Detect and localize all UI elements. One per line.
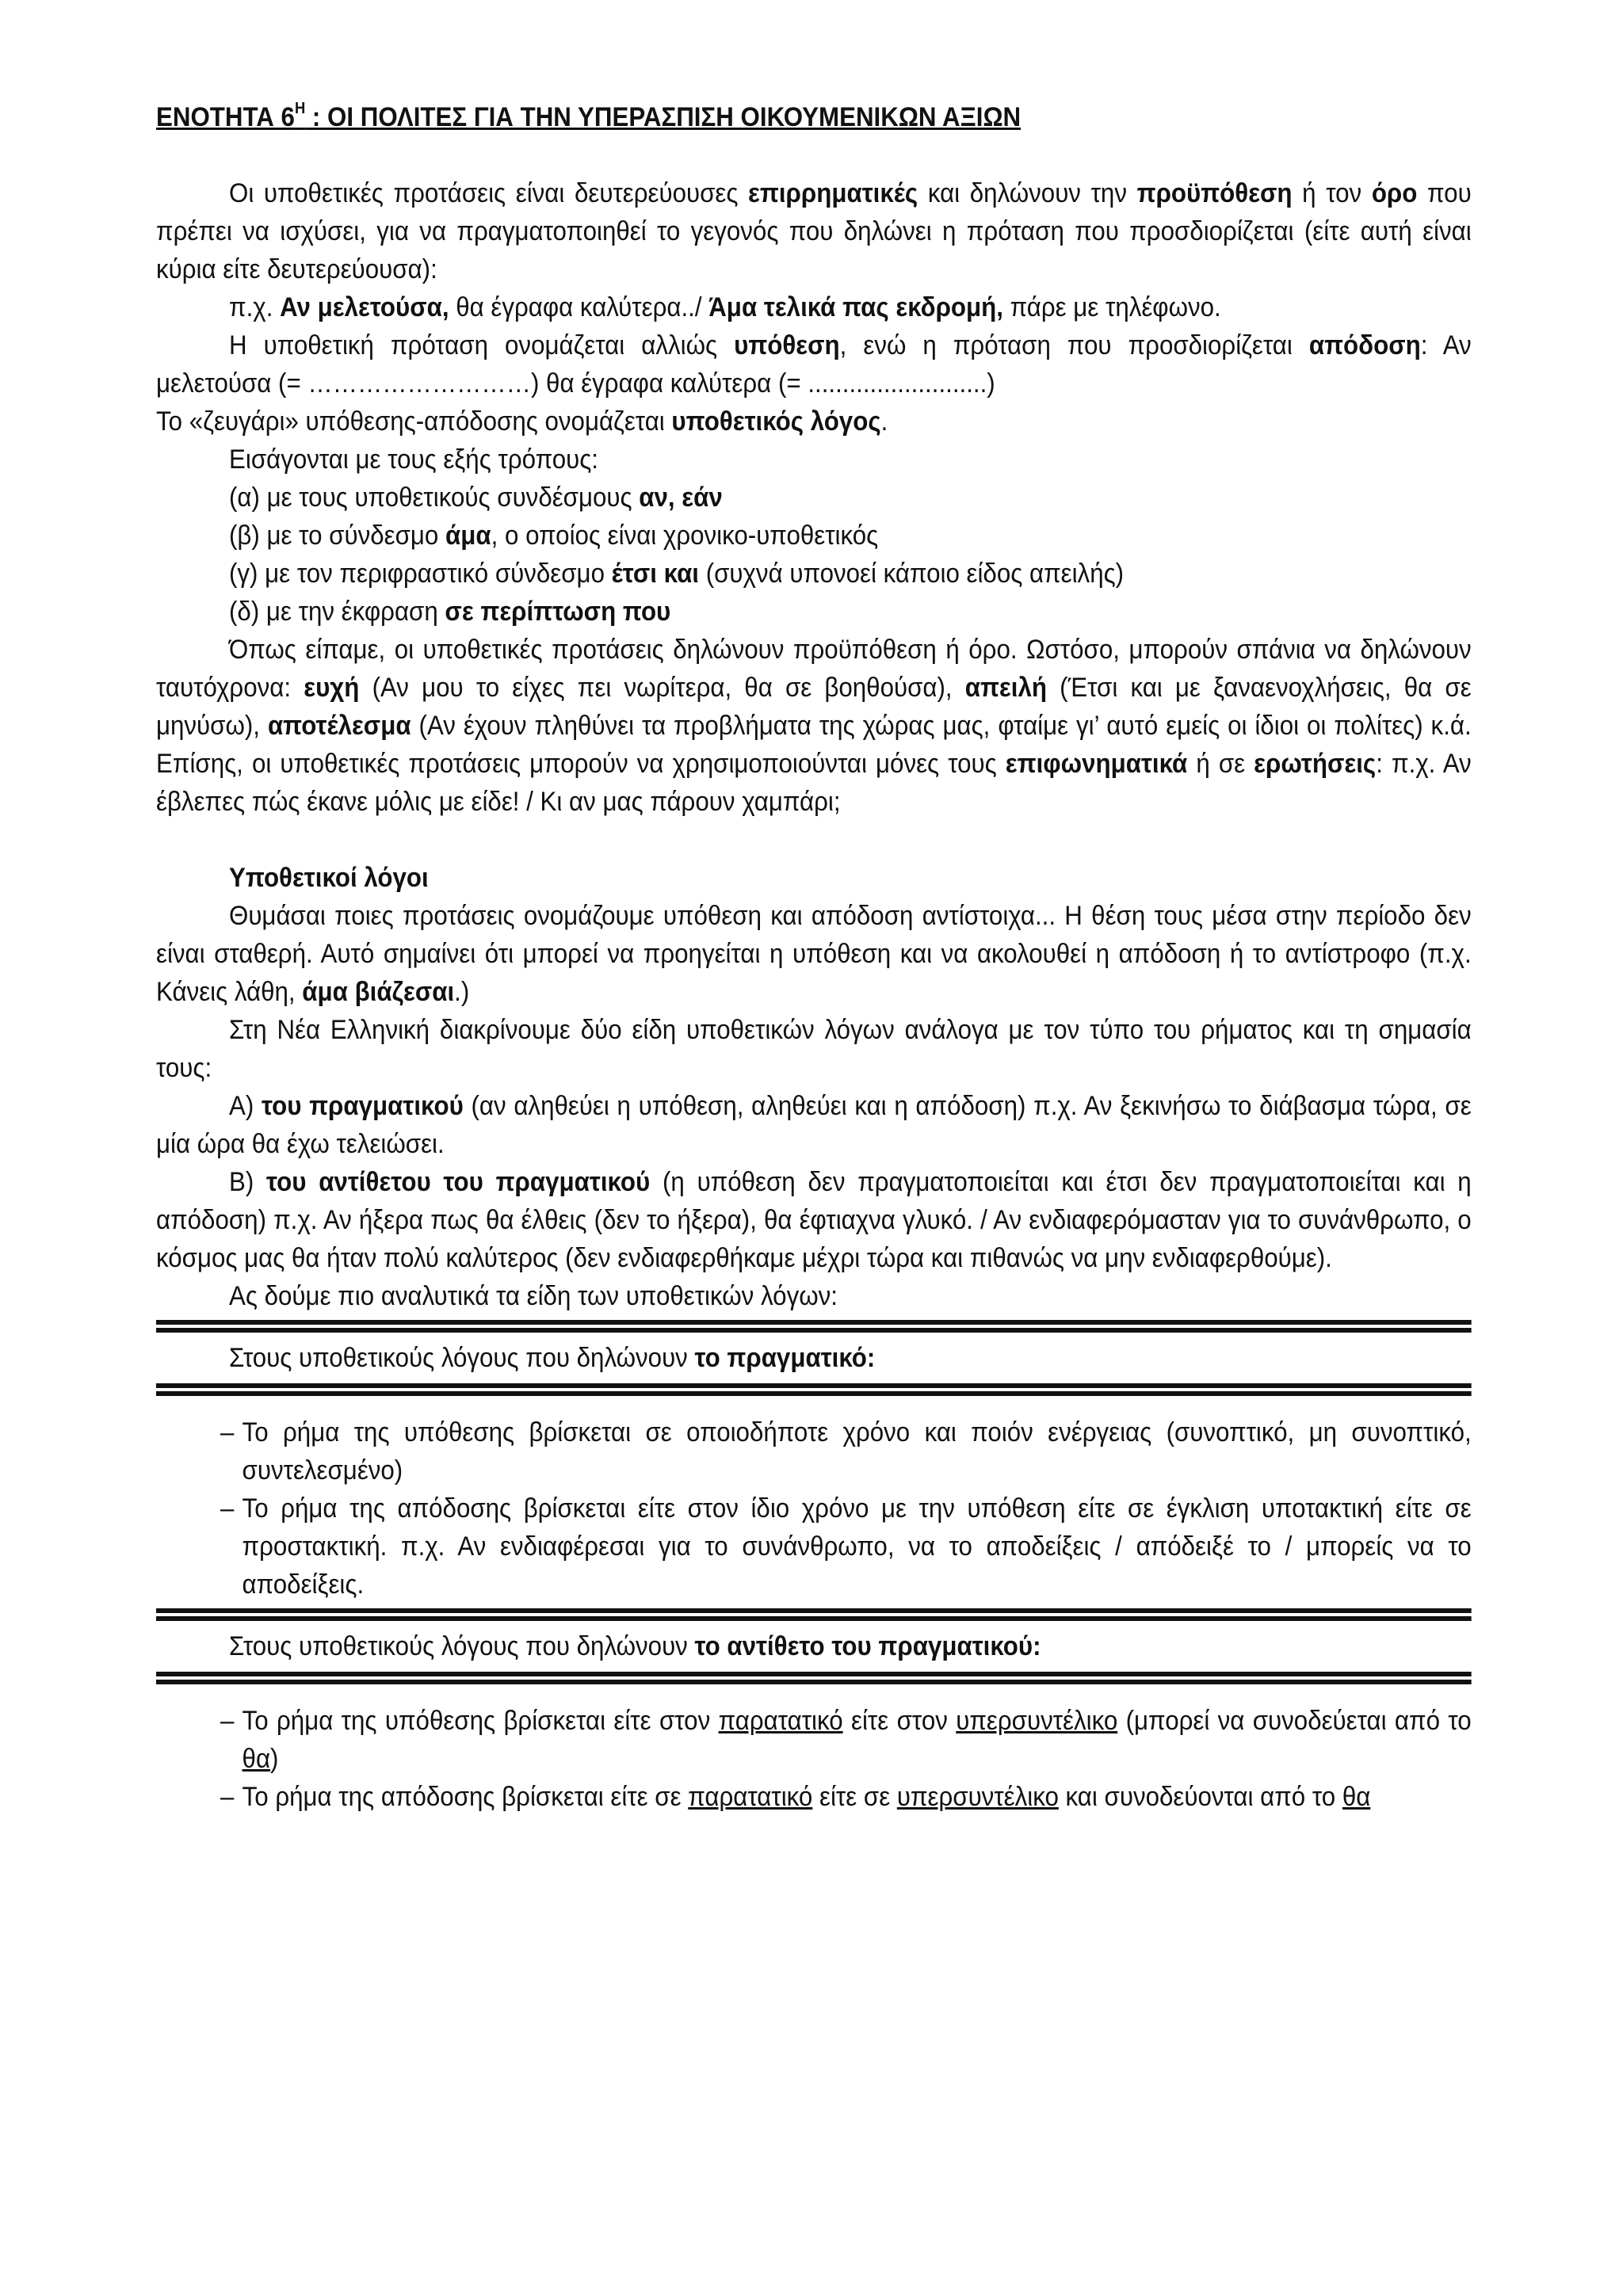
title-text-rest: : ΟΙ ΠΟΛΙΤΕΣ ΓΙΑ ΤΗΝ ΥΠΕΡΑΣΠΙΣΗ ΟΙΚΟΥΜΕΝΙΚΩΝ ΑΞΙΩΝ [305,102,1022,132]
section-paragraph-counterfactual: Β) του αντίθετου του πραγματικού (η υπόθεση δεν πραγματοποιείται και έτσι δεν πραγματοποιείται και η απόδοση) π.χ. Αν ήξερα πως θα έλθεις (δεν το ήξερα), θα έφτιαχνα γλυκό. / Αν ενδιαφερόμασταν για το συνάνθρωπο, ο κόσμος μας θα ήταν πολύ καλύτερος (δεν ενδιαφερθήκαμε μέχρι τώρα και πιθανώς να μην ενδιαφερθούμε). [156,1167,1472,1273]
way-item: (γ) με τον περιφραστικό σύνδεσμο έτσι και (συχνά υπονοεί κάποιο είδος απειλής) [229,559,1125,589]
intro-paragraph-meanings: Όπως είπαμε, οι υποθετικές προτάσεις δηλώνουν προϋπόθεση ή όρο. Ωστόσο, μπορούν σπάνια να δηλώνουν ταυτόχρονα: ευχή (Αν μου το είχες πει νωρίτερα, θα σε βοηθούσα), απειλή (Έτσι και με ξαναενοχλήσεις, θα σε μηνύσω), αποτέλεσμα (Αν έχουν πληθύνει τα προβλήματα της χώρας μας, φταίμε γι’ αυτό εμείς οι ίδιοι οι πολίτες) κ.ά. Επίσης, οι υποθετικές προτάσεις μπορούν να χρησιμοποιούνται μόνες τους επιφωνηματικά ή σε ερωτήσεις: π.χ. Αν έβλεπες πώς έκανε μόλις με είδε! / Κι αν μας πάρουν χαμπάρι; [156,635,1472,817]
intro-paragraph-definition: Οι υποθετικές προτάσεις είναι δευτερεύουσες επιρρηματικές και δηλώνουν την προϋπόθεση ή τον όρο που πρέπει να ισχύσει, για να πραγματοποιηθεί το γεγονός που δηλώνει η πρόταση που προσδιορίζεται (είτε αυτή είναι κύρια είτε δευτερεύουσα): [156,178,1472,284]
way-item: (δ) με την έκφραση σε περίπτωση που [229,597,671,627]
list-item: – Το ρήμα της υπόθεσης βρίσκεται είτε στον παρατατικό είτε στον υπερσυντέλικο (μπορεί να συνοδεύεται από το θα) [242,1702,1472,1778]
intro-example: π.χ. Αν μελετούσα, θα έγραφα καλύτερα../ Άμα τελικά πας εκδρομή, πάρε με τηλέφωνο. [229,292,1221,322]
list-item: – Το ρήμα της απόδοσης βρίσκεται είτε στον ίδιο χρόνο με την υπόθεση είτε σε έγκλιση υποτακτική είτε σε προστακτική. π.χ. Αν ενδιαφέρεσαι για το συνάνθρωπο, να το αποδείξεις / απόδειξέ το / μπορείς να το αποδείξεις. [242,1489,1472,1604]
box-real-list [156,1413,1472,1604]
intro-ways-heading: Εισάγονται με τους εξής τρόπους: [229,444,598,475]
way-item: (β) με το σύνδεσμο άμα, ο οποίος είναι χρονικο-υποθετικός [229,521,879,551]
intro-paragraph-pair: Το «ζευγάρι» υπόθεσης-απόδοσης ονομάζεται υποθετικός λόγος. [156,406,888,437]
box-real-label: Στους υποθετικούς λόγους που δηλώνουν το πραγματικό: [229,1343,876,1373]
double-rule [156,1320,1472,1333]
section-paragraph-real: Α) του πραγματικού (αν αληθεύει η υπόθεση, αληθεύει και η απόδοση) π.χ. Αν ξεκινήσω το διάβασμα τώρα, σε μία ώρα θα έχω τελειώσει. [156,1091,1472,1159]
box-counterfactual-list [156,1702,1472,1816]
section-heading: Υποθετικοί λόγοι [229,863,429,893]
title-superscript: Η [294,99,306,117]
section-paragraph-position: Θυμάσαι ποιες προτάσεις ονομάζουμε υπόθεση και απόδοση αντίστοιχα... Η θέση τους μέσα στην περίοδο δεν είναι σταθερή. Αυτό σημαίνει ότι μπορεί να προηγείται η υπόθεση και να ακολουθεί η απόδοση ή το αντίστροφο (π.χ. Κάνεις λάθη, άμα βιάζεσαι.) [156,901,1472,1007]
document-content [156,98,1472,1816]
double-rule [156,1608,1472,1621]
section-paragraph-types: Στη Νέα Ελληνική διακρίνουμε δύο είδη υποθετικών λόγων ανάλογα με τον τύπο του ρήματος και τη σημασία τους: [156,1015,1472,1083]
section-paragraph-lead: Ας δούμε πιο αναλυτικά τα είδη των υποθετικών λόγων: [229,1281,838,1311]
page-title [156,98,1472,136]
title-text: ΕΝΟΤΗΤΑ 6 [156,102,295,132]
double-rule [156,1672,1472,1684]
double-rule [156,1383,1472,1396]
list-item: – Το ρήμα της απόδοσης βρίσκεται είτε σε παρατατικό είτε σε υπερσυντέλικο και συνοδεύονται από το θα [242,1778,1472,1816]
intro-paragraph-terms: Η υποθετική πρόταση ονομάζεται αλλιώς υπόθεση, ενώ η πρόταση που προσδιορίζεται απόδοση: Αν μελετούσα (= ………………………) θα έγραφα καλύτερα (= ..........................) [156,330,1472,399]
box-counterfactual-label: Στους υποθετικούς λόγους που δηλώνουν το αντίθετο του πραγματικού: [229,1631,1041,1661]
list-item: – Το ρήμα της υπόθεσης βρίσκεται σε οποιοδήποτε χρόνο και ποιόν ενέργειας (συνοπτικό, μη συνοπτικό, συντελεσμένο) [242,1413,1472,1489]
way-item: (α) με τους υποθετικούς συνδέσμους αν, εάν [229,482,723,513]
